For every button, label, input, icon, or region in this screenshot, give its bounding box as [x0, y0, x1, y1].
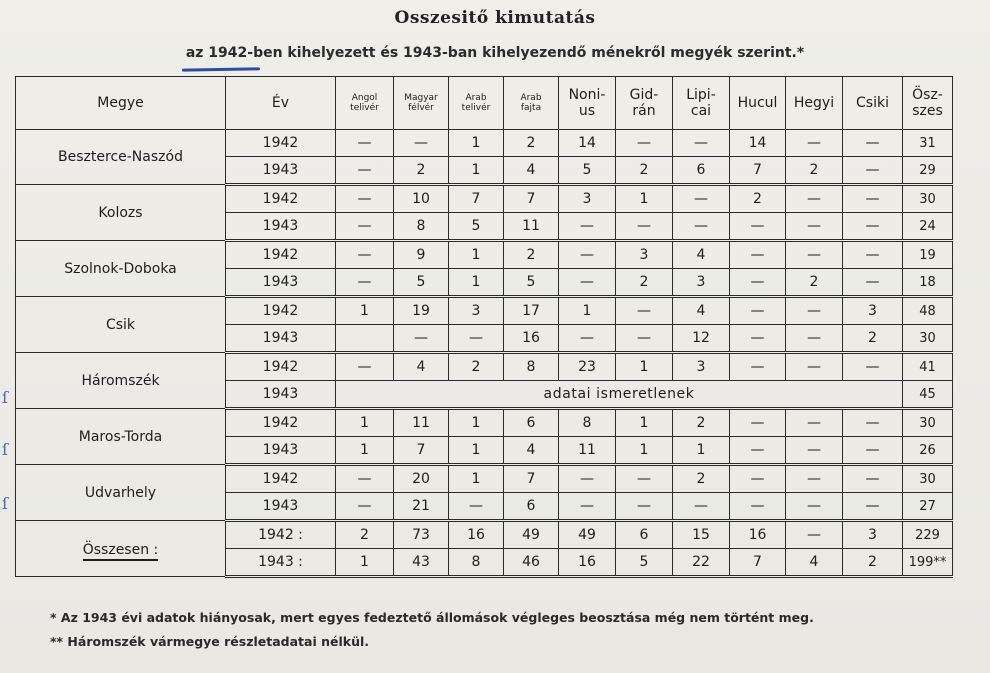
table-row: [16, 241, 953, 269]
value-cell-hucul: 7: [730, 157, 786, 185]
header-gidran: Gid- rán: [616, 77, 673, 130]
value-cell-hegyi: 2: [786, 157, 843, 185]
value-cell-gidran: —: [616, 493, 673, 521]
total-cell: 41: [903, 353, 953, 381]
value-cell-arab-teliver: 1: [449, 465, 504, 493]
value-cell-angol-teliver: —: [336, 241, 394, 269]
margin-pen-mark: ſ: [2, 440, 8, 459]
footnote-1: * Az 1943 évi adatok hiányosak, mert egyes fedeztető állomások végleges beosztása még nem történt meg.: [50, 610, 814, 625]
table-row: [16, 465, 953, 493]
county-cell: [16, 297, 226, 353]
value-cell-lipicai: 12: [673, 325, 730, 353]
value-cell-csiki: —: [843, 493, 903, 521]
value-cell-nonius: 3: [559, 185, 616, 213]
total-cell: 19: [903, 241, 953, 269]
value-cell-hucul: —: [730, 297, 786, 325]
value-cell-magyar-felver: 10: [394, 185, 449, 213]
value-cell-nonius: 14: [559, 130, 616, 157]
value-cell-nonius: —: [559, 269, 616, 297]
value-cell-angol-teliver: —: [336, 185, 394, 213]
total-cell: 31: [903, 130, 953, 157]
value-cell-hucul: —: [730, 493, 786, 521]
value-cell-hegyi: —: [786, 185, 843, 213]
county-cell: [16, 521, 226, 577]
value-cell-angol-teliver: —: [336, 269, 394, 297]
value-cell-csiki: 3: [843, 297, 903, 325]
value-cell-arab-teliver: 2: [449, 353, 504, 381]
value-cell-arab-fajta: 16: [504, 325, 559, 353]
value-cell-gidran: 1: [616, 185, 673, 213]
value-cell-lipicai: 3: [673, 269, 730, 297]
value-cell-hucul: —: [730, 269, 786, 297]
value-cell-angol-teliver: 1: [336, 297, 394, 325]
total-cell: 24: [903, 213, 953, 241]
table-row: [16, 409, 953, 437]
value-cell-magyar-felver: 21: [394, 493, 449, 521]
year-cell: 1943: [226, 493, 336, 521]
header-csiki: Csiki: [843, 77, 903, 130]
value-cell-hegyi: —: [786, 493, 843, 521]
footnote-2: ** Háromszék vármegye részletadatai nélkül.: [50, 634, 370, 649]
total-cell: 30: [903, 325, 953, 353]
total-cell: 45: [903, 381, 953, 409]
total-cell: 26: [903, 437, 953, 465]
county-cell: [16, 130, 226, 185]
value-cell-arab-fajta: 7: [504, 185, 559, 213]
value-cell-nonius: —: [559, 465, 616, 493]
value-cell-lipicai: 6: [673, 157, 730, 185]
value-cell-hegyi: —: [786, 437, 843, 465]
year-cell: 1942: [226, 185, 336, 213]
value-cell-arab-teliver: 3: [449, 297, 504, 325]
year-cell: 1942: [226, 409, 336, 437]
total-cell: 30: [903, 465, 953, 493]
table-row: [16, 353, 953, 381]
value-cell-hegyi: —: [786, 213, 843, 241]
header-arab-teliver: Arab telivér: [449, 77, 504, 130]
value-cell-magyar-felver: 7: [394, 437, 449, 465]
value-cell-hucul: —: [730, 465, 786, 493]
value-cell-arab-teliver: 8: [449, 549, 504, 577]
value-cell-gidran: 1: [616, 353, 673, 381]
value-cell-arab-fajta: 2: [504, 130, 559, 157]
county-cell: [16, 241, 226, 297]
value-cell-lipicai: —: [673, 493, 730, 521]
value-cell-gidran: 3: [616, 241, 673, 269]
margin-pen-mark: ſ: [2, 388, 8, 407]
total-cell: 29: [903, 157, 953, 185]
value-cell-arab-fajta: 5: [504, 269, 559, 297]
value-cell-arab-fajta: 6: [504, 409, 559, 437]
value-cell-magyar-felver: 11: [394, 409, 449, 437]
value-cell-csiki: —: [843, 130, 903, 157]
value-cell-nonius: 8: [559, 409, 616, 437]
county-name: Maros-Torda: [78, 428, 163, 445]
header-nonius: Noni- us: [559, 77, 616, 130]
value-cell-hegyi: —: [786, 325, 843, 353]
value-cell-arab-teliver: —: [449, 325, 504, 353]
value-cell-csiki: —: [843, 353, 903, 381]
year-cell: 1942: [226, 465, 336, 493]
header-hegyi: Hegyi: [786, 77, 843, 130]
header-arab-fajta: Arab fajta: [504, 77, 559, 130]
document-title: Osszesitő kimutatás: [394, 8, 596, 28]
total-cell: 18: [903, 269, 953, 297]
value-cell-magyar-felver: —: [394, 325, 449, 353]
value-cell-nonius: —: [559, 213, 616, 241]
value-cell-angol-teliver: [336, 325, 394, 353]
table-row: [16, 185, 953, 213]
county-name: Kolozs: [98, 204, 143, 221]
value-cell-nonius: —: [559, 241, 616, 269]
value-cell-arab-fajta: 4: [504, 157, 559, 185]
value-cell-magyar-felver: 2: [394, 157, 449, 185]
value-cell-magyar-felver: 20: [394, 465, 449, 493]
year-cell: 1942 :: [226, 521, 336, 549]
value-cell-arab-teliver: 1: [449, 157, 504, 185]
value-cell-nonius: 5: [559, 157, 616, 185]
value-cell-magyar-felver: —: [394, 130, 449, 157]
value-cell-arab-teliver: 1: [449, 409, 504, 437]
value-cell-hegyi: —: [786, 465, 843, 493]
value-cell-hucul: 2: [730, 185, 786, 213]
county-cell: [16, 465, 226, 521]
value-cell-arab-teliver: 5: [449, 213, 504, 241]
value-cell-hucul: 16: [730, 521, 786, 549]
value-cell-csiki: —: [843, 241, 903, 269]
value-cell-gidran: —: [616, 325, 673, 353]
year-cell: 1943: [226, 437, 336, 465]
value-cell-lipicai: 2: [673, 465, 730, 493]
value-cell-hucul: —: [730, 241, 786, 269]
value-cell-csiki: 2: [843, 325, 903, 353]
value-cell-gidran: 1: [616, 437, 673, 465]
value-cell-angol-teliver: —: [336, 130, 394, 157]
value-cell-gidran: 1: [616, 409, 673, 437]
value-cell-arab-teliver: 16: [449, 521, 504, 549]
total-cell: 229: [903, 521, 953, 549]
year-cell: 1942: [226, 130, 336, 157]
value-cell-angol-teliver: —: [336, 493, 394, 521]
value-cell-angol-teliver: 1: [336, 549, 394, 577]
value-cell-magyar-felver: 4: [394, 353, 449, 381]
value-cell-angol-teliver: 2: [336, 521, 394, 549]
value-cell-hucul: —: [730, 409, 786, 437]
county-cell: [16, 353, 226, 409]
value-cell-gidran: —: [616, 465, 673, 493]
value-cell-hegyi: —: [786, 241, 843, 269]
value-cell-lipicai: 1: [673, 437, 730, 465]
value-cell-csiki: 2: [843, 549, 903, 577]
table-row: [16, 521, 953, 549]
value-cell-angol-teliver: —: [336, 213, 394, 241]
value-cell-arab-teliver: 1: [449, 437, 504, 465]
value-cell-gidran: 5: [616, 549, 673, 577]
document-subtitle: az 1942-ben kihelyezett és 1943-ban kihelyezendő ménekről megyék szerint.*: [185, 45, 805, 61]
year-cell: 1942: [226, 353, 336, 381]
value-cell-gidran: —: [616, 213, 673, 241]
value-cell-hucul: 7: [730, 549, 786, 577]
value-cell-angol-teliver: —: [336, 353, 394, 381]
value-cell-csiki: 3: [843, 521, 903, 549]
value-cell-arab-teliver: —: [449, 493, 504, 521]
county-cell: [16, 185, 226, 241]
year-cell: 1942: [226, 297, 336, 325]
value-cell-arab-fajta: 2: [504, 241, 559, 269]
header-angol-teliver: Angol telivér: [336, 77, 394, 130]
value-cell-hegyi: 2: [786, 269, 843, 297]
table-row: [16, 130, 953, 157]
total-cell: 30: [903, 409, 953, 437]
value-cell-arab-fajta: 7: [504, 465, 559, 493]
value-cell-arab-teliver: 7: [449, 185, 504, 213]
total-cell: 30: [903, 185, 953, 213]
value-cell-csiki: —: [843, 465, 903, 493]
value-cell-arab-fajta: 46: [504, 549, 559, 577]
value-cell-magyar-felver: 43: [394, 549, 449, 577]
value-cell-arab-fajta: 17: [504, 297, 559, 325]
header-magyar-felver: Magyar félvér: [394, 77, 449, 130]
value-cell-gidran: 2: [616, 157, 673, 185]
value-cell-magyar-felver: 9: [394, 241, 449, 269]
table-header-row: [16, 77, 953, 130]
value-cell-hegyi: 4: [786, 549, 843, 577]
value-cell-arab-fajta: 4: [504, 437, 559, 465]
value-cell-lipicai: 3: [673, 353, 730, 381]
value-cell-angol-teliver: 1: [336, 409, 394, 437]
value-cell-csiki: —: [843, 213, 903, 241]
value-cell-csiki: —: [843, 157, 903, 185]
unknown-data-cell: adatai ismeretlenek: [336, 381, 903, 409]
value-cell-arab-fajta: 49: [504, 521, 559, 549]
value-cell-nonius: 49: [559, 521, 616, 549]
value-cell-lipicai: 15: [673, 521, 730, 549]
county-name: Szolnok-Doboka: [64, 260, 177, 277]
year-cell: 1943: [226, 381, 336, 409]
value-cell-nonius: —: [559, 325, 616, 353]
header-megye: Megye: [16, 77, 226, 130]
value-cell-hegyi: —: [786, 353, 843, 381]
value-cell-nonius: 1: [559, 297, 616, 325]
header-osszes: Ösz- szes: [903, 77, 953, 130]
value-cell-gidran: —: [616, 297, 673, 325]
value-cell-angol-teliver: 1: [336, 437, 394, 465]
value-cell-hucul: —: [730, 437, 786, 465]
value-cell-hucul: —: [730, 325, 786, 353]
value-cell-arab-fajta: 6: [504, 493, 559, 521]
header-hucul: Hucul: [730, 77, 786, 130]
value-cell-lipicai: 2: [673, 409, 730, 437]
value-cell-gidran: 2: [616, 269, 673, 297]
value-cell-csiki: —: [843, 437, 903, 465]
value-cell-lipicai: —: [673, 185, 730, 213]
value-cell-gidran: —: [616, 130, 673, 157]
value-cell-magyar-felver: 19: [394, 297, 449, 325]
value-cell-angol-teliver: —: [336, 157, 394, 185]
value-cell-hegyi: —: [786, 297, 843, 325]
value-cell-hucul: —: [730, 213, 786, 241]
value-cell-magyar-felver: 8: [394, 213, 449, 241]
value-cell-csiki: —: [843, 409, 903, 437]
year-cell: 1943: [226, 213, 336, 241]
value-cell-nonius: 16: [559, 549, 616, 577]
value-cell-arab-teliver: 1: [449, 241, 504, 269]
county-name: Beszterce-Naszód: [58, 149, 183, 165]
value-cell-arab-fajta: 8: [504, 353, 559, 381]
year-cell: 1942: [226, 241, 336, 269]
value-cell-arab-teliver: 1: [449, 269, 504, 297]
value-cell-lipicai: —: [673, 130, 730, 157]
value-cell-nonius: —: [559, 493, 616, 521]
year-cell: 1943: [226, 157, 336, 185]
margin-pen-mark: ſ: [2, 494, 8, 513]
value-cell-hegyi: —: [786, 521, 843, 549]
value-cell-magyar-felver: 73: [394, 521, 449, 549]
value-cell-nonius: 23: [559, 353, 616, 381]
value-cell-hucul: 14: [730, 130, 786, 157]
county-name: Háromszék: [81, 372, 160, 389]
year-cell: 1943: [226, 269, 336, 297]
value-cell-hucul: —: [730, 353, 786, 381]
total-cell: 48: [903, 297, 953, 325]
header-ev: Év: [226, 77, 336, 130]
value-cell-arab-fajta: 11: [504, 213, 559, 241]
value-cell-lipicai: 22: [673, 549, 730, 577]
header-lipicai: Lipi- cai: [673, 77, 730, 130]
table-row: [16, 297, 953, 325]
value-cell-lipicai: —: [673, 213, 730, 241]
value-cell-hegyi: —: [786, 409, 843, 437]
value-cell-lipicai: 4: [673, 241, 730, 269]
value-cell-arab-teliver: 1: [449, 130, 504, 157]
county-name: Csik: [105, 316, 136, 333]
pen-underline-mark: [182, 67, 260, 71]
value-cell-csiki: —: [843, 185, 903, 213]
value-cell-nonius: 11: [559, 437, 616, 465]
value-cell-gidran: 6: [616, 521, 673, 549]
value-cell-lipicai: 4: [673, 297, 730, 325]
total-cell: 27: [903, 493, 953, 521]
county-cell: [16, 409, 226, 465]
year-cell: 1943: [226, 325, 336, 353]
value-cell-csiki: —: [843, 269, 903, 297]
value-cell-magyar-felver: 5: [394, 269, 449, 297]
value-cell-angol-teliver: —: [336, 465, 394, 493]
total-cell: 199**: [903, 549, 953, 577]
county-name: Összesen :: [83, 542, 159, 561]
year-cell: 1943 :: [226, 549, 336, 577]
value-cell-hegyi: —: [786, 130, 843, 157]
county-name: Udvarhely: [84, 484, 157, 501]
summary-table: [15, 76, 953, 578]
